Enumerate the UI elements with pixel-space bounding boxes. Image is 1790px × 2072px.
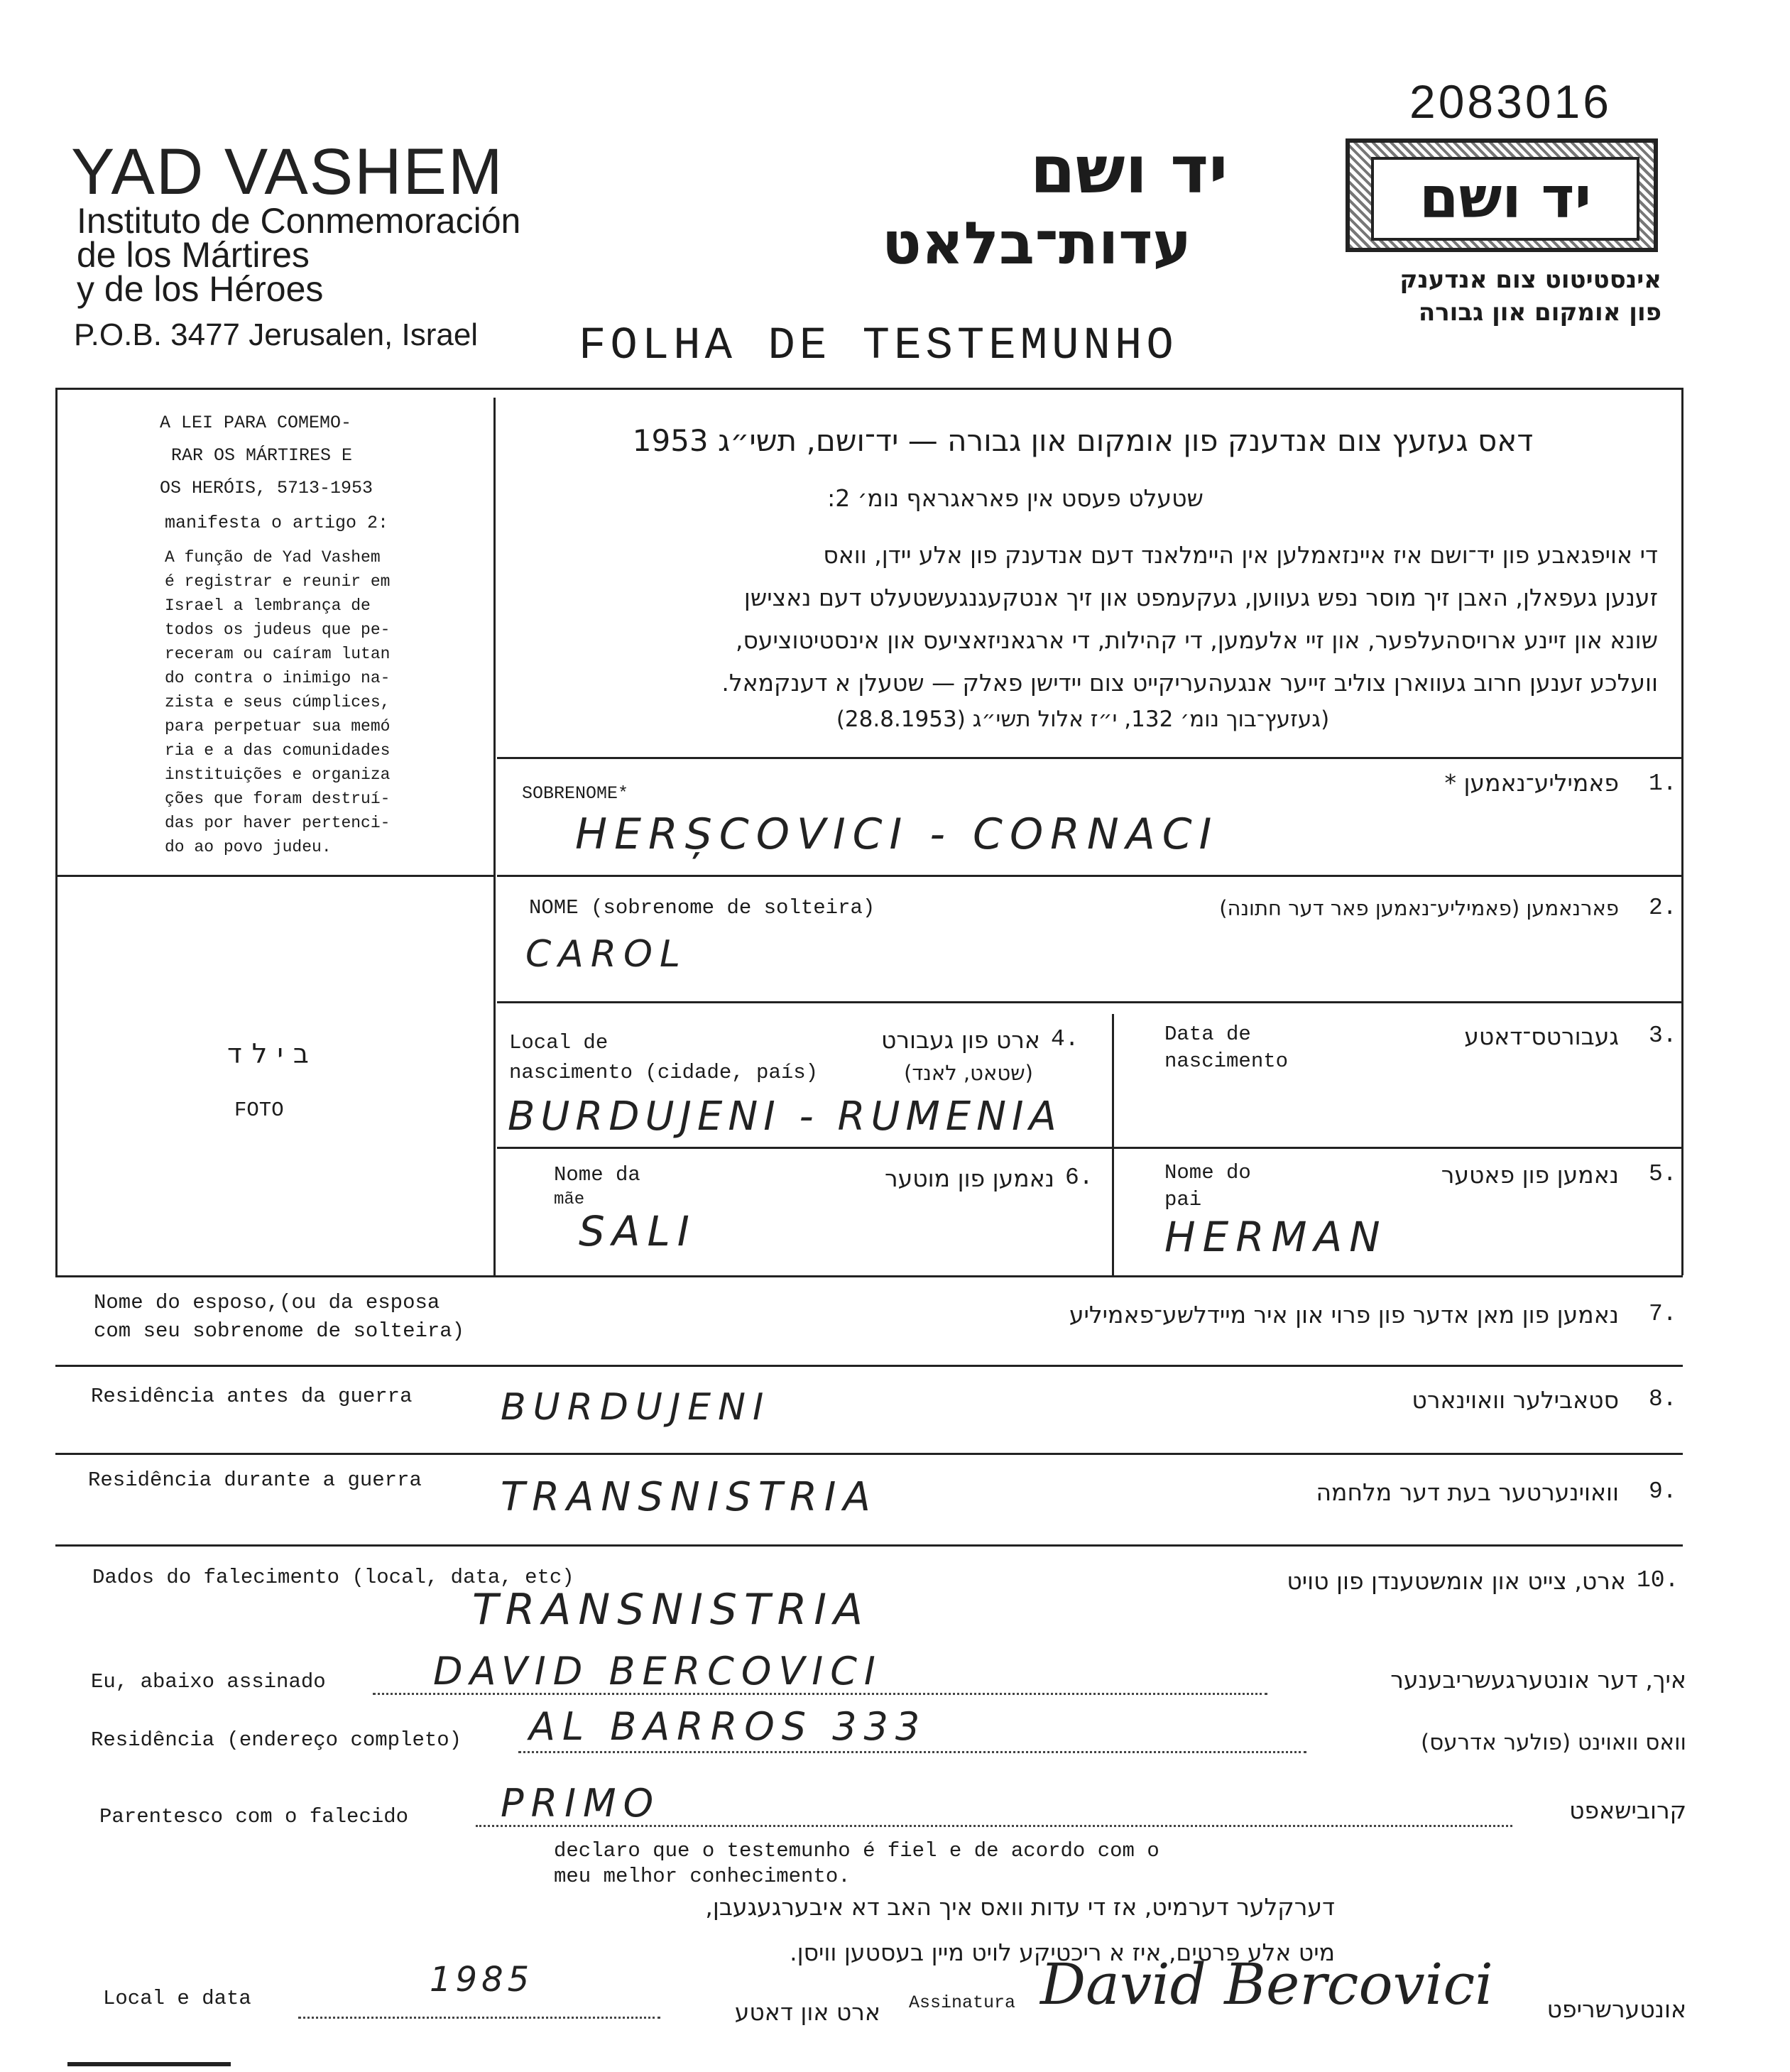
residence-before-war-hebrew-label: סטאבילער וואוינארט xyxy=(1412,1386,1619,1414)
father-name-label-line-1: Nome do xyxy=(1164,1161,1251,1184)
mother-name-value[interactable]: SALI xyxy=(579,1207,697,1255)
birthdate-label-line-2: nascimento xyxy=(1164,1049,1289,1073)
law-title-line-4: manifesta o artigo 2: xyxy=(165,513,389,533)
relationship-hebrew-label: קרובישאפט xyxy=(1569,1796,1686,1824)
signature-label: Assinatura xyxy=(909,1992,1016,2013)
law-text-line: ções que foram destruí- xyxy=(165,790,391,808)
place-date-hebrew-label: ארט און דאטע xyxy=(734,1998,880,2026)
hebrew-title-line-1: יד ושם xyxy=(1030,132,1228,208)
field-5-number: 5. xyxy=(1649,1161,1677,1187)
org-name: YAD VASHEM xyxy=(71,136,504,208)
declaration-hebrew-line-2: מיט אלע פרטים, איז א ריכטיקע לויט מיין בעסטען וויסן. xyxy=(790,1939,1335,1966)
declaration-line-2: meu melhor conhecimento. xyxy=(554,1865,851,1888)
residence-during-war-label: Residência durante a guerra xyxy=(88,1468,422,1492)
document-number: 2083016 xyxy=(1409,75,1612,128)
mother-name-label-line-2: mãe xyxy=(554,1190,585,1209)
relationship-label: Parentesco com o falecido xyxy=(99,1805,409,1828)
field-3-number: 3. xyxy=(1649,1023,1677,1049)
field-2-number: 2. xyxy=(1649,895,1677,921)
law-hebrew-line-3: די אויפגאבע פון יד־ושם איז איינזאמלען אין היימלאנד דעם אנדענק פון אלע יידן, וואס xyxy=(823,541,1658,569)
logo-text: יד ושם xyxy=(1371,157,1639,241)
hebrew-title-line-2: עדות־בלאט xyxy=(881,210,1192,278)
signature-hebrew-label: אונטערשריפט xyxy=(1546,1995,1686,2023)
given-name-label: NOME (sobrenome de solteira) xyxy=(529,896,875,920)
law-text-line: Israel a lembrança de xyxy=(165,596,371,615)
photo-label: FOTO xyxy=(234,1098,284,1122)
org-line-3: y de los Héroes xyxy=(77,269,324,309)
yiddish-institute-line-2: פון אומקום און גבורה xyxy=(1418,298,1661,327)
yad-vashem-logo xyxy=(1346,138,1658,252)
surname-label: SOBRENOME* xyxy=(522,783,629,804)
org-line-2: de los Mártires xyxy=(77,235,310,275)
law-hebrew-line-2: שטעלט פעסט אין פאראגראף נומ׳ 2: xyxy=(827,484,1204,512)
law-text-line: do ao povo judeu. xyxy=(165,838,332,856)
form-title: FOLHA DE TESTEMUNHO xyxy=(579,321,1178,372)
field-7-number: 7. xyxy=(1649,1301,1677,1327)
signer-name-label: Eu, abaixo assinado xyxy=(91,1670,326,1694)
org-line-1: Instituto de Conmemoración xyxy=(77,201,521,241)
relationship-value[interactable]: PRIMO xyxy=(501,1781,661,1826)
father-name-hebrew-label: נאמען פון פאטער xyxy=(1441,1161,1619,1189)
residence-during-war-hebrew-label: וואוינערטער בעת דער מלחמה xyxy=(1316,1478,1619,1506)
signer-residence-value[interactable]: AL BARROS 333 xyxy=(529,1704,927,1749)
law-text-line: A função de Yad Vashem xyxy=(165,548,381,567)
given-name-hebrew-label: פארנאמען (פאמיליע־נאמען פאר דער חתונה) xyxy=(1219,896,1619,920)
surname-value[interactable]: HERȘCOVICI - CORNACI xyxy=(575,809,1219,859)
birthdate-hebrew-label: געבורטס־דאטע xyxy=(1464,1023,1619,1050)
signer-residence-hebrew-label: וואס וואוינט (פולער אדרעס) xyxy=(1421,1730,1686,1755)
birthplace-hebrew-sub: (שטאט, לאנד) xyxy=(904,1061,1033,1085)
law-hebrew-line-7: (געזעץ־בוך נומ׳ 132, י״ז אלול תשי״ג (28.8.1953) xyxy=(836,707,1330,732)
law-text-line: todos os judeus que pe- xyxy=(165,621,391,639)
surname-hebrew-label: פאמיליע־נאמען * xyxy=(1444,769,1619,797)
field-6-number: 6. xyxy=(1065,1165,1093,1191)
signature-value[interactable]: David Bercovici xyxy=(1040,1951,1493,2017)
spouse-label-line-2: com seu sobrenome de solteira) xyxy=(94,1319,465,1343)
field-4-number: 4. xyxy=(1051,1026,1079,1052)
signer-name-hebrew-label: איך, דער אונטערגעשריבענער xyxy=(1390,1666,1686,1694)
father-name-value[interactable]: HERMAN xyxy=(1164,1213,1387,1261)
law-text-line: ria e a das comunidades xyxy=(165,741,391,760)
signer-residence-label: Residência (endereço completo) xyxy=(91,1728,462,1752)
law-title-line-1: A LEI PARA COMEMO- xyxy=(160,413,352,433)
law-text-line: instituições e organiza xyxy=(165,765,391,784)
birthplace-label-line-1: Local de xyxy=(509,1031,609,1054)
field-10-number: 10. xyxy=(1637,1567,1679,1593)
field-9-number: 9. xyxy=(1649,1478,1677,1505)
father-name-label-line-2: pai xyxy=(1164,1188,1202,1211)
birthplace-value[interactable]: BURDUJENI - RUMENIA xyxy=(508,1094,1062,1140)
given-name-value[interactable]: CAROL xyxy=(525,933,687,976)
residence-before-war-value[interactable]: BURDUJENI xyxy=(501,1386,771,1429)
law-text-line: é registrar e reunir em xyxy=(165,572,391,591)
law-hebrew-line-6: וועלכע זענען חרוב געווארן צוליב זייער אנגעהעריקייט צום יידישן פאלק — שטעלן א דענקמאל. xyxy=(721,669,1658,697)
declaration-line-1: declaro que o testemunho é fiel e de acordo com o xyxy=(554,1839,1159,1863)
law-hebrew-line-1: דאס געזעץ צום אנדענק פון אומקום און גבורה — יד־ושם, תשי״ג 1953 xyxy=(632,423,1534,458)
law-text-line: para perpetuar sua memó xyxy=(165,717,391,736)
death-details-hebrew-label: ארט, צייט און אומשטענדן פון טויט xyxy=(1287,1567,1626,1595)
death-details-label: Dados do falecimento (local, data, etc) xyxy=(92,1566,574,1589)
spouse-label-line-1: Nome do esposo,(ou da esposa xyxy=(94,1291,440,1314)
field-1-number: 1. xyxy=(1649,770,1677,797)
birthdate-label-line-1: Data de xyxy=(1164,1023,1251,1046)
residence-before-war-label: Residência antes da guerra xyxy=(91,1385,413,1408)
birthplace-label-line-2: nascimento (cidade, país) xyxy=(509,1061,819,1084)
law-text-line: do contra o inimigo na- xyxy=(165,669,391,687)
photo-label-hebrew: בילד xyxy=(227,1038,319,1069)
spouse-hebrew-label: נאמען פון מאן אדער פון פרוי און איר מיידלשע־פאמיליע xyxy=(1069,1301,1619,1329)
signer-name-value[interactable]: DAVID BERCOVICI xyxy=(433,1649,883,1694)
declaration-hebrew-line-1: דערקלער דערמיט, אז די עדות וואס איך האב דא איבערגעגעבן, xyxy=(705,1893,1335,1921)
field-8-number: 8. xyxy=(1649,1386,1677,1412)
law-text-line: das por haver pertenci- xyxy=(165,814,391,832)
law-text-line: receram ou caíram lutan xyxy=(165,645,391,663)
birthplace-hebrew-label: ארט פון געבורט xyxy=(880,1026,1040,1054)
place-date-label: Local e data xyxy=(103,1987,251,2010)
death-details-value[interactable]: TRANSNISTRIA xyxy=(472,1585,871,1635)
place-date-value[interactable]: 1985 xyxy=(430,1960,534,2000)
law-title-line-3: OS HERÓIS, 5713-1953 xyxy=(160,478,373,498)
law-text-line: zista e seus cúmplices, xyxy=(165,693,391,711)
mother-name-hebrew-label: נאמען פון מוטער xyxy=(885,1165,1054,1192)
org-address: P.O.B. 3477 Jerusalen, Israel xyxy=(74,317,479,352)
mother-name-label-line-1: Nome da xyxy=(554,1163,640,1187)
law-hebrew-line-4: זענען געפאלן, האבן זיך מוסר נפש געווען, געקעמפט און זיך אנטקעגנגעשטעלט דעם נאצישן xyxy=(743,584,1658,611)
residence-during-war-value[interactable]: TRANSNISTRIA xyxy=(501,1474,878,1520)
yiddish-institute-line-1: אינסטיטוט צום אנדענק xyxy=(1399,266,1661,294)
law-hebrew-line-5: שונא און זיינע ארויסהעלפער, און זיי אלעמען, די קהילות, די ארגאניזאציעס און אינסטיטוציעס, xyxy=(735,626,1658,654)
law-title-line-2: RAR OS MÁRTIRES E xyxy=(171,445,353,466)
law-text xyxy=(165,545,390,859)
